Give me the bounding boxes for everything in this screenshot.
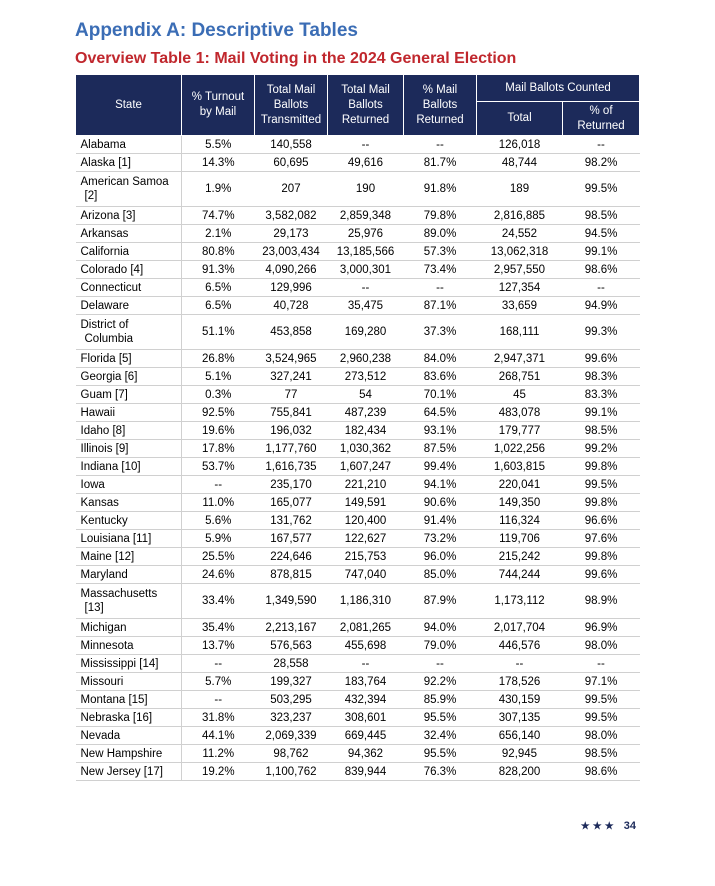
counted-pct-cell: 99.1%	[563, 243, 640, 261]
returned-cell: 13,185,566	[328, 243, 404, 261]
returned-cell: 2,081,265	[328, 619, 404, 637]
counted-cell: 127,354	[477, 279, 563, 297]
turnout-cell: 5.7%	[182, 673, 255, 691]
turnout-cell: 44.1%	[182, 727, 255, 745]
star-icon: ★★★	[580, 821, 617, 832]
pct-returned-cell: 96.0%	[404, 548, 477, 566]
turnout-cell: --	[182, 476, 255, 494]
returned-cell: 183,764	[328, 673, 404, 691]
counted-pct-cell: 98.5%	[563, 422, 640, 440]
table-row	[76, 386, 640, 404]
counted-cell: 116,324	[477, 512, 563, 530]
transmitted-cell: 98,762	[255, 745, 328, 763]
transmitted-cell: 29,173	[255, 225, 328, 243]
state-cell: Mississippi [14]	[76, 655, 182, 673]
transmitted-cell: 1,349,590	[255, 584, 328, 619]
pct-returned-cell: 76.3%	[404, 763, 477, 781]
header-counted-total: Total	[477, 102, 563, 136]
returned-cell: 2,960,238	[328, 350, 404, 368]
state-cell: Nebraska [16]	[76, 709, 182, 727]
appendix-title: Appendix A: Descriptive Tables	[75, 20, 358, 41]
turnout-cell: 51.1%	[182, 315, 255, 350]
counted-cell: 13,062,318	[477, 243, 563, 261]
pct-returned-cell: 90.6%	[404, 494, 477, 512]
counted-pct-cell: 98.2%	[563, 154, 640, 172]
state-cell: Georgia [6]	[76, 368, 182, 386]
counted-cell: 307,135	[477, 709, 563, 727]
returned-cell: 432,394	[328, 691, 404, 709]
table-row	[76, 154, 640, 172]
returned-cell: 120,400	[328, 512, 404, 530]
counted-pct-cell: 99.5%	[563, 172, 640, 207]
returned-cell: 669,445	[328, 727, 404, 745]
returned-cell: 215,753	[328, 548, 404, 566]
table-row	[76, 512, 640, 530]
header-pct-returned: % Mail Ballots Returned	[404, 75, 477, 136]
counted-cell: 2,957,550	[477, 261, 563, 279]
state-cell: District of Columbia	[76, 315, 182, 350]
counted-cell: 126,018	[477, 136, 563, 154]
state-cell: Alabama	[76, 136, 182, 154]
pct-returned-cell: --	[404, 136, 477, 154]
state-cell: Kentucky	[76, 512, 182, 530]
returned-cell: 2,859,348	[328, 207, 404, 225]
state-cell: Arkansas	[76, 225, 182, 243]
transmitted-cell: 60,695	[255, 154, 328, 172]
turnout-cell: 5.1%	[182, 368, 255, 386]
pct-returned-cell: 81.7%	[404, 154, 477, 172]
transmitted-cell: 2,213,167	[255, 619, 328, 637]
table-row	[76, 440, 640, 458]
pct-returned-cell: 87.5%	[404, 440, 477, 458]
header-returned: Total Mail Ballots Returned	[328, 75, 404, 136]
state-cell: Connecticut	[76, 279, 182, 297]
turnout-cell: 5.6%	[182, 512, 255, 530]
table-row	[76, 422, 640, 440]
returned-cell: --	[328, 136, 404, 154]
turnout-cell: --	[182, 655, 255, 673]
counted-pct-cell: 99.2%	[563, 440, 640, 458]
counted-cell: 744,244	[477, 566, 563, 584]
counted-cell: 24,552	[477, 225, 563, 243]
returned-cell: --	[328, 279, 404, 297]
returned-cell: 94,362	[328, 745, 404, 763]
counted-pct-cell: 98.6%	[563, 763, 640, 781]
mail-voting-table	[75, 74, 640, 781]
returned-cell: 49,616	[328, 154, 404, 172]
counted-pct-cell: 98.3%	[563, 368, 640, 386]
pct-returned-cell: 94.0%	[404, 619, 477, 637]
counted-cell: 45	[477, 386, 563, 404]
counted-cell: 33,659	[477, 297, 563, 315]
counted-pct-cell: --	[563, 136, 640, 154]
counted-cell: 179,777	[477, 422, 563, 440]
returned-cell: 54	[328, 386, 404, 404]
turnout-cell: 24.6%	[182, 566, 255, 584]
returned-cell: 149,591	[328, 494, 404, 512]
counted-cell: 189	[477, 172, 563, 207]
state-cell: New Jersey [17]	[76, 763, 182, 781]
counted-cell: --	[477, 655, 563, 673]
table-row	[76, 297, 640, 315]
pct-returned-cell: 79.0%	[404, 637, 477, 655]
counted-cell: 168,111	[477, 315, 563, 350]
table-row	[76, 745, 640, 763]
table-row	[76, 225, 640, 243]
transmitted-cell: 3,582,082	[255, 207, 328, 225]
transmitted-cell: 2,069,339	[255, 727, 328, 745]
pct-returned-cell: 79.8%	[404, 207, 477, 225]
state-cell: Indiana [10]	[76, 458, 182, 476]
pct-returned-cell: 99.4%	[404, 458, 477, 476]
pct-returned-cell: --	[404, 279, 477, 297]
turnout-cell: 1.9%	[182, 172, 255, 207]
counted-pct-cell: 99.5%	[563, 691, 640, 709]
state-cell: Minnesota	[76, 637, 182, 655]
header-counted-pct: % of Returned	[563, 102, 640, 136]
pct-returned-cell: --	[404, 655, 477, 673]
counted-cell: 430,159	[477, 691, 563, 709]
counted-pct-cell: 99.6%	[563, 350, 640, 368]
turnout-cell: 2.1%	[182, 225, 255, 243]
pct-returned-cell: 87.9%	[404, 584, 477, 619]
counted-cell: 1,022,256	[477, 440, 563, 458]
transmitted-cell: 3,524,965	[255, 350, 328, 368]
transmitted-cell: 327,241	[255, 368, 328, 386]
pct-returned-cell: 57.3%	[404, 243, 477, 261]
table-row	[76, 619, 640, 637]
page-footer	[581, 820, 636, 832]
transmitted-cell: 755,841	[255, 404, 328, 422]
table-row	[76, 404, 640, 422]
transmitted-cell: 199,327	[255, 673, 328, 691]
returned-cell: 455,698	[328, 637, 404, 655]
returned-cell: 182,434	[328, 422, 404, 440]
table-row	[76, 584, 640, 619]
turnout-cell: 19.2%	[182, 763, 255, 781]
counted-pct-cell: 99.8%	[563, 548, 640, 566]
returned-cell: 35,475	[328, 297, 404, 315]
table-body	[76, 136, 640, 781]
counted-cell: 215,242	[477, 548, 563, 566]
table-title: Overview Table 1: Mail Voting in the 2024 General Election	[75, 50, 517, 67]
table-row	[76, 136, 640, 154]
counted-cell: 2,816,885	[477, 207, 563, 225]
transmitted-cell: 878,815	[255, 566, 328, 584]
transmitted-cell: 129,996	[255, 279, 328, 297]
counted-pct-cell: 99.6%	[563, 566, 640, 584]
counted-pct-cell: 94.9%	[563, 297, 640, 315]
table-row	[76, 566, 640, 584]
counted-pct-cell: 99.5%	[563, 476, 640, 494]
counted-pct-cell: 83.3%	[563, 386, 640, 404]
state-cell: Idaho [8]	[76, 422, 182, 440]
header-transmitted: Total Mail Ballots Transmitted	[255, 75, 328, 136]
counted-cell: 92,945	[477, 745, 563, 763]
table-row	[76, 261, 640, 279]
transmitted-cell: 140,558	[255, 136, 328, 154]
counted-pct-cell: 97.6%	[563, 530, 640, 548]
turnout-cell: 92.5%	[182, 404, 255, 422]
transmitted-cell: 503,295	[255, 691, 328, 709]
pct-returned-cell: 37.3%	[404, 315, 477, 350]
transmitted-cell: 4,090,266	[255, 261, 328, 279]
returned-cell: 3,000,301	[328, 261, 404, 279]
pct-returned-cell: 32.4%	[404, 727, 477, 745]
table-row	[76, 315, 640, 350]
pct-returned-cell: 73.4%	[404, 261, 477, 279]
counted-pct-cell: --	[563, 279, 640, 297]
counted-pct-cell: 98.9%	[563, 584, 640, 619]
counted-pct-cell: 98.5%	[563, 207, 640, 225]
header-state: State	[76, 75, 182, 136]
transmitted-cell: 28,558	[255, 655, 328, 673]
transmitted-cell: 23,003,434	[255, 243, 328, 261]
table-row	[76, 709, 640, 727]
page-number: 34	[623, 820, 636, 832]
pct-returned-cell: 85.9%	[404, 691, 477, 709]
table-row	[76, 673, 640, 691]
returned-cell: 308,601	[328, 709, 404, 727]
turnout-cell: 35.4%	[182, 619, 255, 637]
header-turnout: % Turnout by Mail	[182, 75, 255, 136]
state-cell: Louisiana [11]	[76, 530, 182, 548]
counted-cell: 48,744	[477, 154, 563, 172]
counted-cell: 2,017,704	[477, 619, 563, 637]
turnout-cell: 13.7%	[182, 637, 255, 655]
transmitted-cell: 1,616,735	[255, 458, 328, 476]
table-row	[76, 530, 640, 548]
table-row	[76, 655, 640, 673]
pct-returned-cell: 92.2%	[404, 673, 477, 691]
counted-pct-cell: 99.3%	[563, 315, 640, 350]
state-cell: Colorado [4]	[76, 261, 182, 279]
state-cell: American Samoa [2]	[76, 172, 182, 207]
counted-cell: 2,947,371	[477, 350, 563, 368]
counted-pct-cell: 96.9%	[563, 619, 640, 637]
turnout-cell: 25.5%	[182, 548, 255, 566]
pct-returned-cell: 87.1%	[404, 297, 477, 315]
state-cell: Maine [12]	[76, 548, 182, 566]
returned-cell: 169,280	[328, 315, 404, 350]
turnout-cell: 5.5%	[182, 136, 255, 154]
pct-returned-cell: 84.0%	[404, 350, 477, 368]
state-cell: Kansas	[76, 494, 182, 512]
turnout-cell: 6.5%	[182, 297, 255, 315]
state-cell: New Hampshire	[76, 745, 182, 763]
transmitted-cell: 131,762	[255, 512, 328, 530]
turnout-cell: 80.8%	[182, 243, 255, 261]
table-row	[76, 368, 640, 386]
transmitted-cell: 323,237	[255, 709, 328, 727]
counted-cell: 483,078	[477, 404, 563, 422]
counted-pct-cell: 99.8%	[563, 494, 640, 512]
turnout-cell: 14.3%	[182, 154, 255, 172]
state-cell: Iowa	[76, 476, 182, 494]
state-cell: Missouri	[76, 673, 182, 691]
table-row	[76, 458, 640, 476]
returned-cell: --	[328, 655, 404, 673]
turnout-cell: --	[182, 691, 255, 709]
pct-returned-cell: 64.5%	[404, 404, 477, 422]
turnout-cell: 26.8%	[182, 350, 255, 368]
pct-returned-cell: 85.0%	[404, 566, 477, 584]
counted-pct-cell: 97.1%	[563, 673, 640, 691]
table-row	[76, 243, 640, 261]
table-row	[76, 727, 640, 745]
state-cell: Guam [7]	[76, 386, 182, 404]
state-cell: Arizona [3]	[76, 207, 182, 225]
turnout-cell: 33.4%	[182, 584, 255, 619]
returned-cell: 487,239	[328, 404, 404, 422]
pct-returned-cell: 94.1%	[404, 476, 477, 494]
counted-pct-cell: 99.8%	[563, 458, 640, 476]
counted-pct-cell: 94.5%	[563, 225, 640, 243]
transmitted-cell: 167,577	[255, 530, 328, 548]
counted-cell: 149,350	[477, 494, 563, 512]
turnout-cell: 11.0%	[182, 494, 255, 512]
returned-cell: 221,210	[328, 476, 404, 494]
pct-returned-cell: 89.0%	[404, 225, 477, 243]
state-cell: Nevada	[76, 727, 182, 745]
transmitted-cell: 235,170	[255, 476, 328, 494]
pct-returned-cell: 73.2%	[404, 530, 477, 548]
turnout-cell: 74.7%	[182, 207, 255, 225]
transmitted-cell: 40,728	[255, 297, 328, 315]
transmitted-cell: 453,858	[255, 315, 328, 350]
state-cell: Michigan	[76, 619, 182, 637]
counted-pct-cell: --	[563, 655, 640, 673]
counted-pct-cell: 99.5%	[563, 709, 640, 727]
transmitted-cell: 1,177,760	[255, 440, 328, 458]
pct-returned-cell: 95.5%	[404, 745, 477, 763]
counted-cell: 446,576	[477, 637, 563, 655]
counted-cell: 178,526	[477, 673, 563, 691]
counted-cell: 1,173,112	[477, 584, 563, 619]
returned-cell: 25,976	[328, 225, 404, 243]
returned-cell: 747,040	[328, 566, 404, 584]
turnout-cell: 17.8%	[182, 440, 255, 458]
turnout-cell: 11.2%	[182, 745, 255, 763]
state-cell: Illinois [9]	[76, 440, 182, 458]
counted-cell: 1,603,815	[477, 458, 563, 476]
pct-returned-cell: 83.6%	[404, 368, 477, 386]
turnout-cell: 31.8%	[182, 709, 255, 727]
turnout-cell: 0.3%	[182, 386, 255, 404]
transmitted-cell: 1,100,762	[255, 763, 328, 781]
table-row	[76, 172, 640, 207]
counted-pct-cell: 98.6%	[563, 261, 640, 279]
state-cell: Maryland	[76, 566, 182, 584]
counted-cell: 268,751	[477, 368, 563, 386]
counted-cell: 119,706	[477, 530, 563, 548]
state-cell: Delaware	[76, 297, 182, 315]
state-cell: Montana [15]	[76, 691, 182, 709]
state-cell: Massachusetts [13]	[76, 584, 182, 619]
table-row	[76, 548, 640, 566]
table-row	[76, 763, 640, 781]
counted-pct-cell: 98.0%	[563, 727, 640, 745]
returned-cell: 122,627	[328, 530, 404, 548]
state-cell: Florida [5]	[76, 350, 182, 368]
counted-pct-cell: 98.5%	[563, 745, 640, 763]
header-counted-group: Mail Ballots Counted	[477, 75, 640, 102]
turnout-cell: 53.7%	[182, 458, 255, 476]
pct-returned-cell: 91.8%	[404, 172, 477, 207]
state-cell: Alaska [1]	[76, 154, 182, 172]
table-row	[76, 494, 640, 512]
returned-cell: 839,944	[328, 763, 404, 781]
counted-cell: 656,140	[477, 727, 563, 745]
transmitted-cell: 576,563	[255, 637, 328, 655]
turnout-cell: 6.5%	[182, 279, 255, 297]
table-row	[76, 207, 640, 225]
table-row	[76, 476, 640, 494]
table-row	[76, 691, 640, 709]
transmitted-cell: 77	[255, 386, 328, 404]
table-row	[76, 637, 640, 655]
turnout-cell: 19.6%	[182, 422, 255, 440]
returned-cell: 1,607,247	[328, 458, 404, 476]
counted-pct-cell: 98.0%	[563, 637, 640, 655]
table-row	[76, 350, 640, 368]
table-row	[76, 279, 640, 297]
pct-returned-cell: 91.4%	[404, 512, 477, 530]
pct-returned-cell: 95.5%	[404, 709, 477, 727]
turnout-cell: 91.3%	[182, 261, 255, 279]
state-cell: California	[76, 243, 182, 261]
returned-cell: 1,186,310	[328, 584, 404, 619]
counted-pct-cell: 96.6%	[563, 512, 640, 530]
transmitted-cell: 224,646	[255, 548, 328, 566]
state-cell: Hawaii	[76, 404, 182, 422]
returned-cell: 1,030,362	[328, 440, 404, 458]
turnout-cell: 5.9%	[182, 530, 255, 548]
transmitted-cell: 207	[255, 172, 328, 207]
pct-returned-cell: 70.1%	[404, 386, 477, 404]
transmitted-cell: 165,077	[255, 494, 328, 512]
counted-cell: 220,041	[477, 476, 563, 494]
counted-cell: 828,200	[477, 763, 563, 781]
returned-cell: 190	[328, 172, 404, 207]
returned-cell: 273,512	[328, 368, 404, 386]
counted-pct-cell: 99.1%	[563, 404, 640, 422]
transmitted-cell: 196,032	[255, 422, 328, 440]
pct-returned-cell: 93.1%	[404, 422, 477, 440]
